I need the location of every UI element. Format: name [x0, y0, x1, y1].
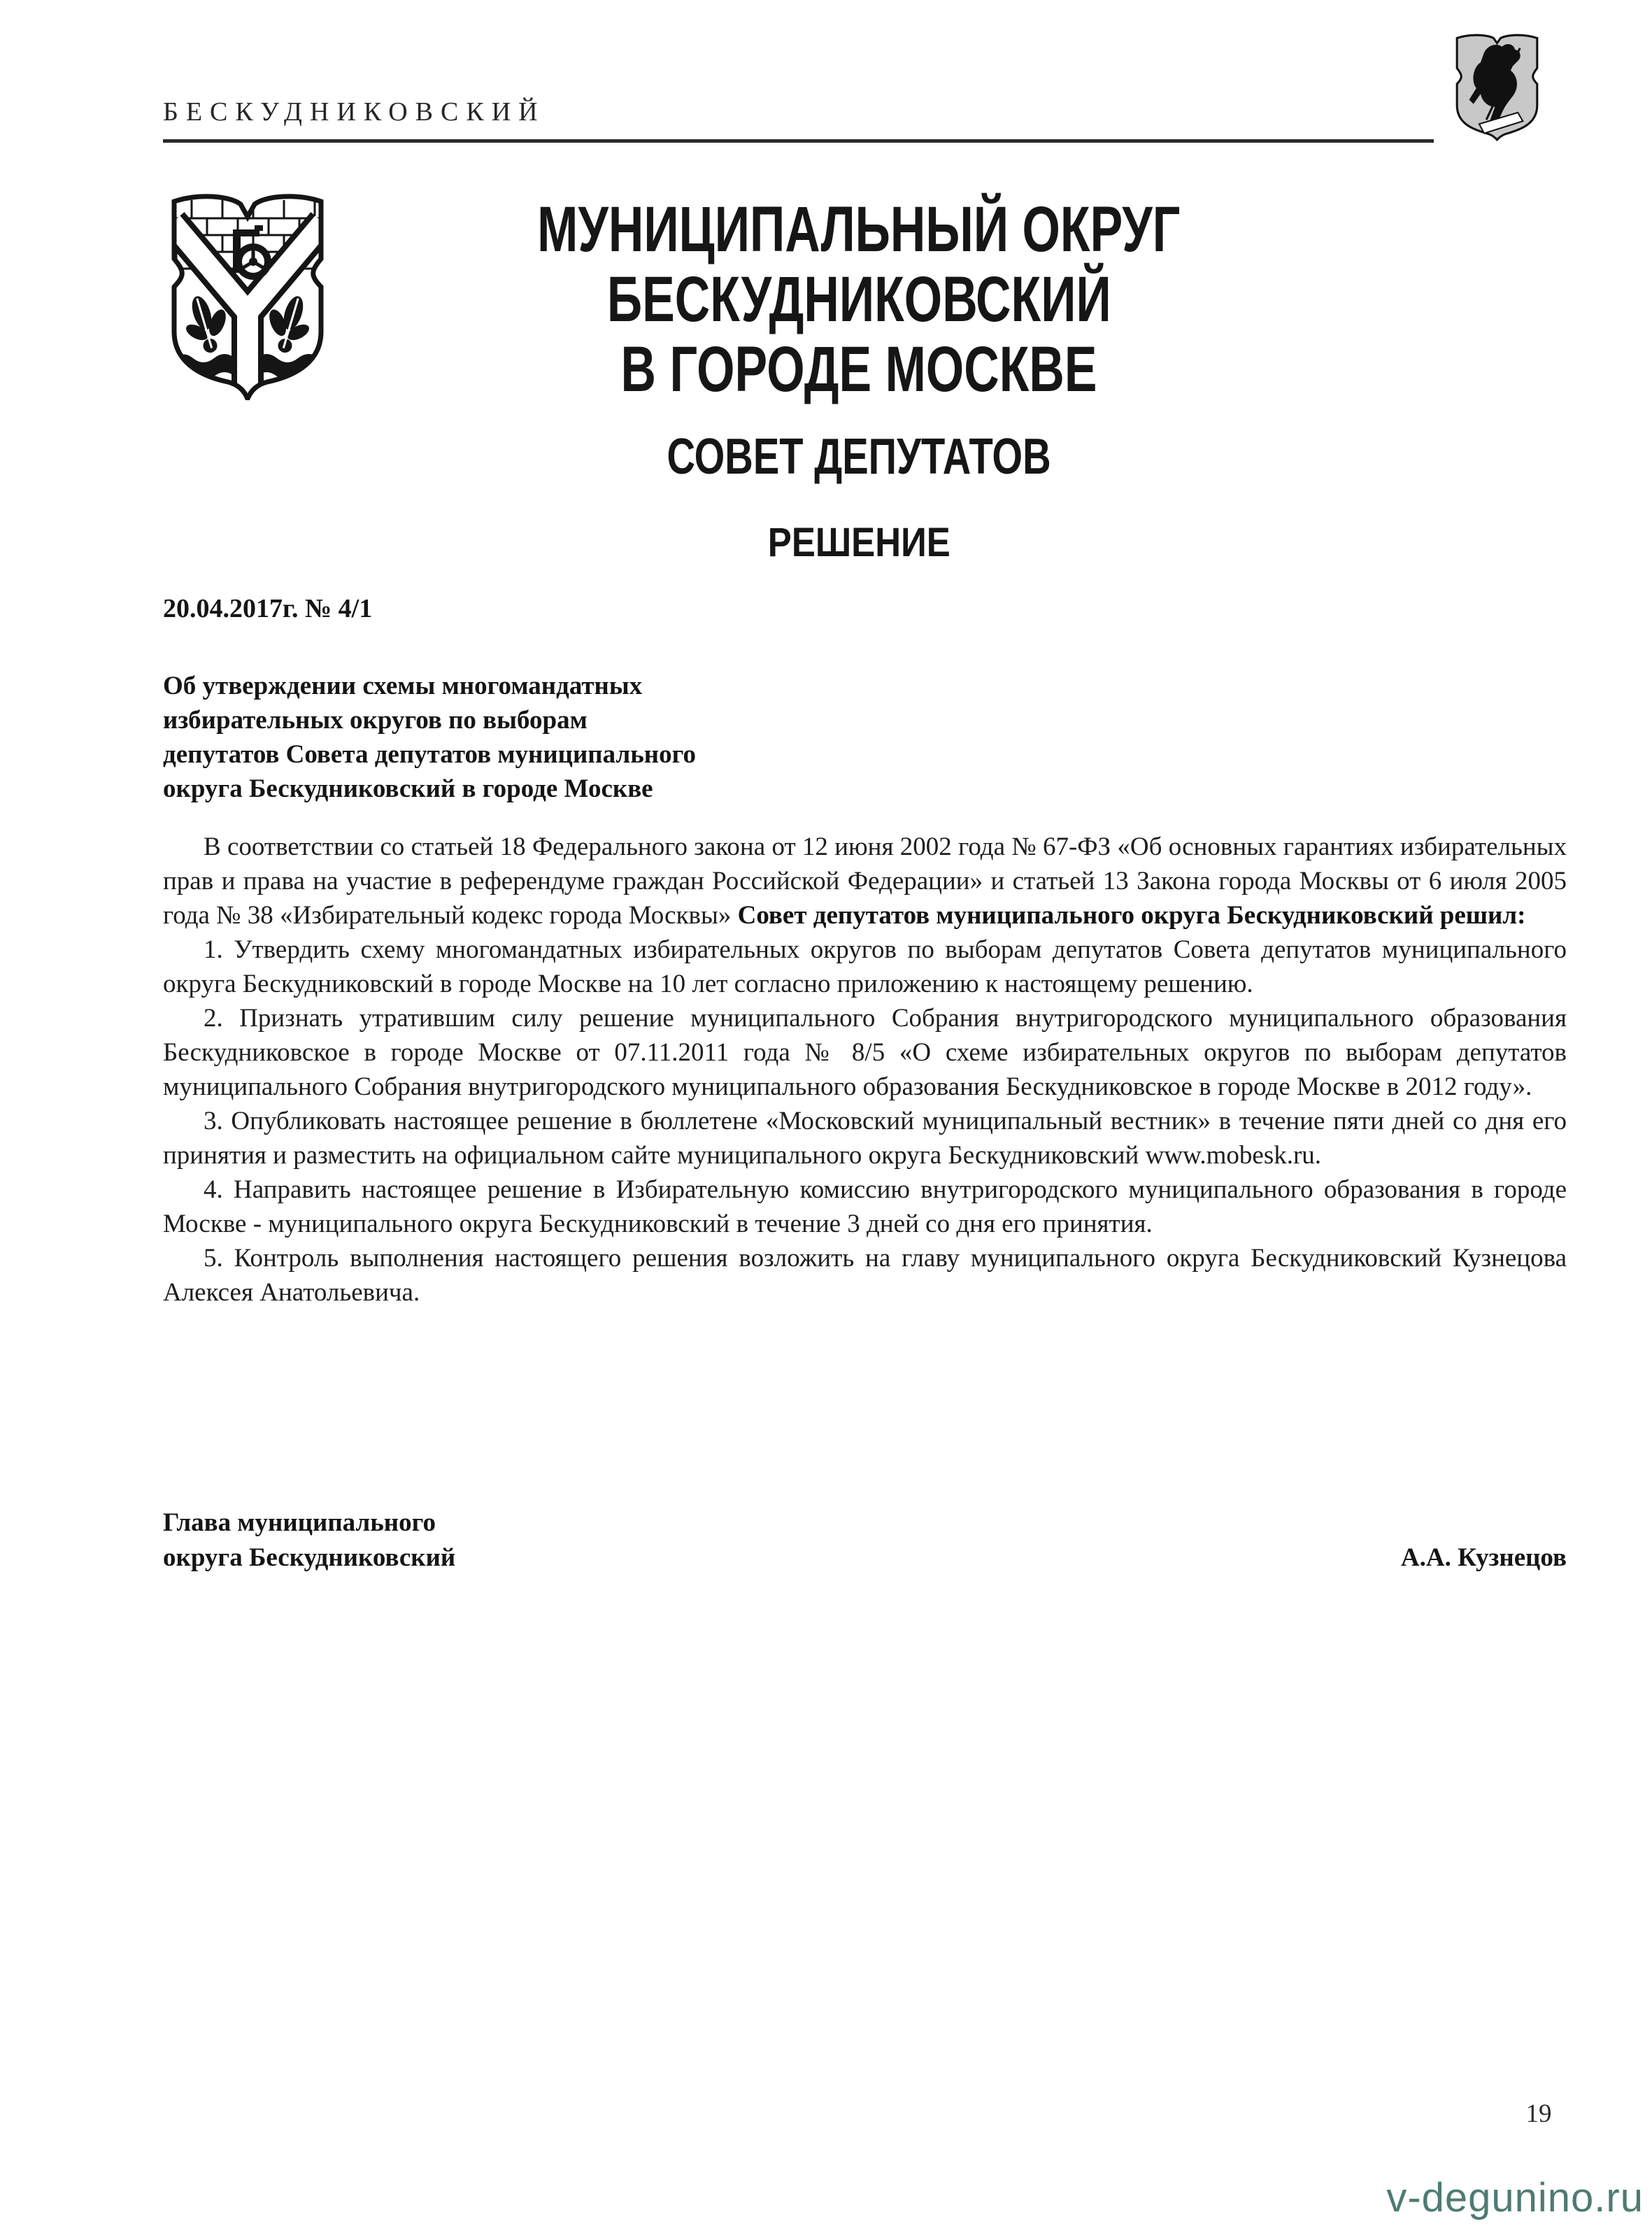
signature-name: А.А. Кузнецов	[1400, 1543, 1567, 1572]
page-number: 19	[1525, 2099, 1552, 2128]
body-item-1: 1. Утвердить схему многомандатных избирательных округов по выборам депутатов Совета депутатов муниципального округа Бескудниковский в городе Москве на 10 лет согласно приложению к настоящему решению.	[163, 935, 1567, 998]
signature-block	[163, 1506, 1567, 1575]
body-text	[163, 830, 1567, 1310]
signature-position-line1: Глава муниципального	[163, 1508, 436, 1537]
title-line-1: МУНИЦИПАЛЬНЫЙ ОКРУГ	[537, 194, 1181, 265]
title-line-2: БЕСКУДНИКОВСКИЙ	[606, 264, 1111, 335]
title-line-3: В ГОРОДЕ МОСКВЕ	[620, 334, 1097, 405]
intro-paragraph	[163, 830, 1567, 933]
title-block	[163, 194, 1555, 404]
header-rule	[163, 139, 1434, 143]
intro-regular: В соответствии со статьей 18 Федерального закона от 12 июня 2002 года № 67-ФЗ «Об основных гарантиях избирательных прав и права на участие в референдуме граждан Российской Федерации» и статьей 13 Закона города Москвы от 6 июля 2005 года № 38 «Избирательный кодекс города Москвы»	[163, 833, 1567, 930]
intro-bold: Совет депутатов муниципального округа Бескудниковский решил:	[737, 901, 1526, 930]
subject-line: избирательных округов по выборам	[163, 706, 588, 735]
district-header: БЕСКУДНИКОВСКИЙ	[163, 97, 546, 127]
subject-line: депутатов Совета депутатов муниципального	[163, 740, 696, 769]
subject-line: Об утверждении схемы многомандатных	[163, 672, 643, 700]
body-item-4: 4. Направить настоящее решение в Избирательную комиссию внутригородского муниципального образования в городе Москве - муниципального округа Бескудниковский в течение 3 дней со дня его принятия.	[163, 1175, 1567, 1238]
signature-position-line2: округа Бескудниковский	[163, 1543, 456, 1572]
doc-type-heading: РЕШЕНИЕ	[767, 520, 950, 565]
body-item-5: 5. Контроль выполнения настоящего решения возложить на главу муниципального округа Бескудниковский Кузнецова Алексея Анатольевича.	[163, 1244, 1567, 1307]
subject-line: округа Бескудниковский в городе Москве	[163, 774, 653, 803]
moscow-coat-of-arms-icon	[1452, 31, 1543, 141]
subject-block	[163, 669, 932, 806]
site-watermark: v-degunino.ru	[1386, 2175, 1644, 2221]
body-item-3: 3. Опубликовать настоящее решение в бюллетене «Московский муниципальный вестник» в течение пяти дней со дня его принятия и разместить на официальном сайте муниципального округа Бескудниковский www.mobesk.ru.	[163, 1107, 1567, 1170]
date-number-line: 20.04.2017г. № 4/1	[163, 594, 373, 623]
body-item-2: 2. Признать утратившим силу решение муниципального Собрания внутригородского муниципального образования Бескудниковское в городе Москве от 07.11.2011 года № 8/5 «О схеме избирательных округов по выборам депутатов муниципального Собрания внутригородского муниципального образования Бескудниковское в городе Москве в 2012 году».	[163, 1004, 1567, 1101]
council-heading: СОВЕТ ДЕПУТАТОВ	[667, 429, 1051, 485]
